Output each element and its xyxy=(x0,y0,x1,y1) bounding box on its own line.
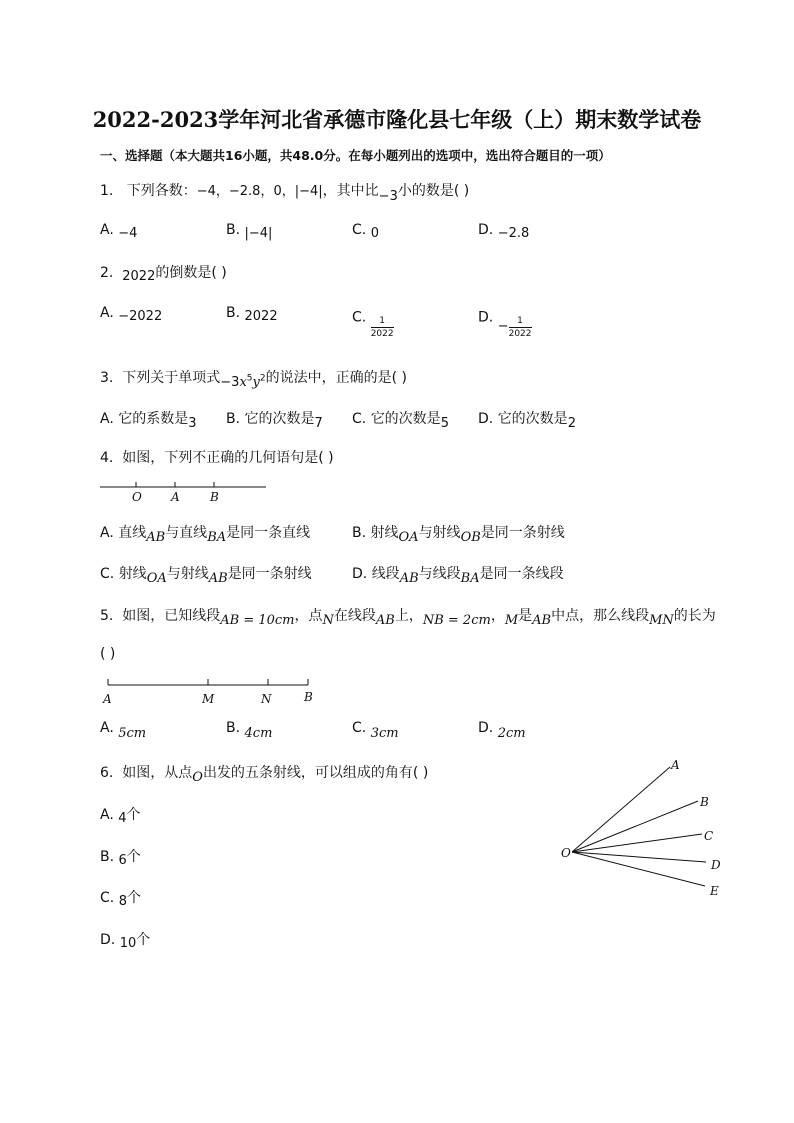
question-number: 1. xyxy=(100,183,114,199)
q4-line-figure xyxy=(98,478,270,506)
q6-option-a[interactable]: A. 4个 xyxy=(100,807,141,826)
q5-paren: ( ) xyxy=(100,646,116,662)
q4-option-d[interactable]: D. 线段AB与线段BA是同一条线段 xyxy=(352,566,564,586)
point-label-e: E xyxy=(710,884,719,898)
q6-option-b[interactable]: B. 6个 xyxy=(100,849,141,868)
q5-option-c[interactable]: C. 3cm xyxy=(352,720,399,741)
question-5: 5. 如图，已知线段AB = 10cm，点N在线段AB上，NB = 2cm，M是AB中点，那么线段MN的长为 xyxy=(100,608,716,628)
point-label-a: A xyxy=(171,490,180,504)
q3-option-d[interactable]: D. 它的次数是2 xyxy=(478,411,576,431)
point-label-d: D xyxy=(711,858,721,872)
q4-option-a[interactable]: A. 直线AB与直线BA是同一条直线 xyxy=(100,525,311,545)
point-label-o: O xyxy=(561,846,571,860)
q4-option-b[interactable]: B. 射线OA与射线OB是同一条射线 xyxy=(352,525,565,545)
fraction: $\frac{1}{2022}$ xyxy=(370,316,394,339)
q6-option-d[interactable]: D. 10个 xyxy=(100,932,151,951)
q2-option-c[interactable]: C. $\frac{1}{2022}$ xyxy=(352,309,394,339)
point-label-b: B xyxy=(210,490,219,504)
question-6: 6. 如图，从点O出发的五条射线，可以组成的角有( ) xyxy=(100,765,429,785)
question-1: 1. 下列各数：−4，−2.8，0，|−4|，其中比−3小的数是( ) xyxy=(100,183,470,204)
q2-option-a[interactable]: A. −2022 xyxy=(100,305,163,324)
q5-option-a[interactable]: A. 5cm xyxy=(100,720,147,741)
point-label-m: M xyxy=(202,692,215,706)
point-label-n: N xyxy=(261,692,272,706)
section-heading: 一、选择题（本大题共16小题，共48.0分。在每小题列出的选项中，选出符合题目的一项） xyxy=(100,148,611,163)
q2-option-d[interactable]: D. − $\frac{1}{2022}$ xyxy=(478,309,532,339)
point-label-a: A xyxy=(103,692,112,706)
q1-option-d[interactable]: D. −2.8 xyxy=(478,222,530,241)
q2-option-b[interactable]: B. 2022 xyxy=(226,305,278,324)
question-2: 2. 2022的倒数是( ) xyxy=(100,265,227,284)
exam-title: 2022-2023学年河北省承德市隆化县七年级（上）期末数学试卷 xyxy=(92,107,702,132)
q5-option-b[interactable]: B. 4cm xyxy=(226,720,273,741)
point-label-o: O xyxy=(132,490,142,504)
q1-option-a[interactable]: A. −4 xyxy=(100,222,138,241)
fraction: $\frac{1}{2022}$ xyxy=(508,316,532,339)
q6-option-c[interactable]: C. 8个 xyxy=(100,890,141,909)
question-4: 4. 如图，下列不正确的几何语句是( ) xyxy=(100,450,334,466)
q5-option-d[interactable]: D. 2cm xyxy=(478,720,526,741)
q1-option-b[interactable]: B. |−4| xyxy=(226,222,273,241)
q5-segment-figure xyxy=(98,676,320,708)
q6-rays-figure xyxy=(555,752,735,902)
point-label-c: C xyxy=(704,829,714,843)
point-label-b: B xyxy=(304,690,313,704)
q3-option-b[interactable]: B. 它的次数是7 xyxy=(226,411,323,431)
q1-option-c[interactable]: C. 0 xyxy=(352,222,379,241)
q3-option-c[interactable]: C. 它的次数是5 xyxy=(352,411,449,431)
q3-option-a[interactable]: A. 它的系数是3 xyxy=(100,411,197,431)
q4-option-c[interactable]: C. 射线OA与射线AB是同一条射线 xyxy=(100,566,312,586)
question-3: 3. 下列关于单项式$-3x^5y^2$的说法中，正确的是( ) xyxy=(100,370,407,390)
point-label-a: A xyxy=(671,758,680,772)
point-label-b: B xyxy=(700,795,709,809)
